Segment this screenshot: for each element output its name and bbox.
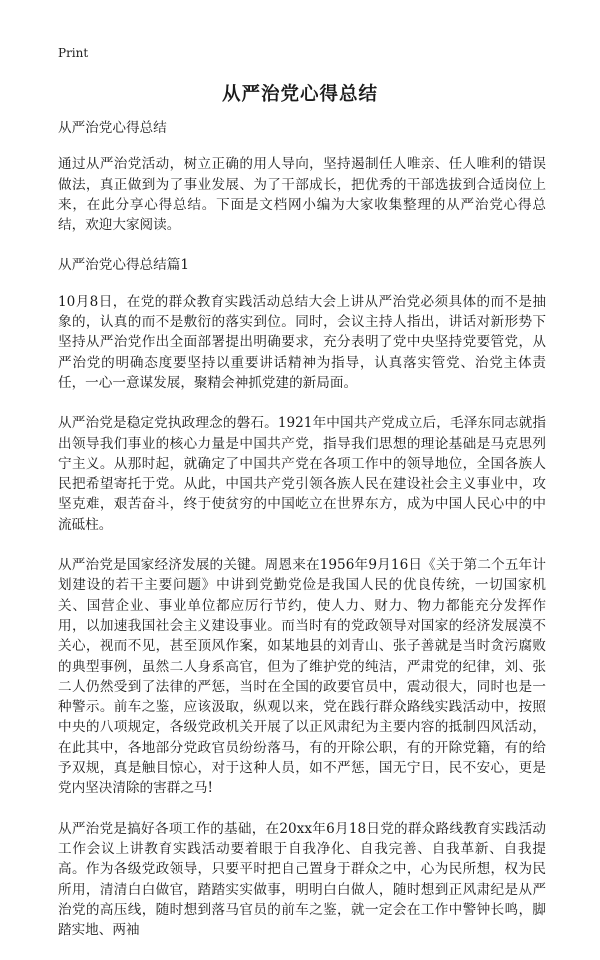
document-subtitle: 从严治党心得总结 — [58, 120, 167, 136]
body-paragraph-4: 从严治党是搞好各项工作的基础，在20xx年6月18日党的群众路线教育实践活动工作会议上讲教育实践活动要着眼于自我净化、自我完善、自我革新、自我提高。作为各级党政领导，只要平时把自己置身于群众之中，心为民所想，权为民所用，清清白白做官，踏踏实实做事，明明白白做人，随时想到正风肃纪是从严治党的高压线，随时想到落马官员的前车之鉴，就一定会在工作中警钟长鸣，脚踏实地、两袖 — [58, 820, 546, 939]
body-paragraph-1: 10月8日，在党的群众教育实践活动总结大会上讲从严治党必须具体的而不是抽象的，认真的而不是敷衍的落实到位。同时，会议主持人指出，讲话对新形势下坚持从严治党作出全面部署提出明确要求，充分表明了党中央坚持党要管党，从严治党的明确态度要坚持以重要讲话精神为指导，认真落实管党、治党主体责任，一心一意谋发展，聚精会神抓党建的新局面。 — [58, 293, 546, 391]
body-paragraph-2: 从严治党是稳定党执政理念的磐石。1921年中国共产党成立后，毛泽东同志就指出领导我们事业的核心力量是中国共产党，指导我们思想的理论基础是马克思列宁主义。从那时起，就确定了中国共产党在各项工作中的领导地位，全国各族人民把希望寄托于党。从此，中国共产党引领各族人民在建设社会主义事业中，攻坚克难，艰苦奋斗，终于使贫穷的中国屹立在世界东方，成为中国人民心中的中流砥柱。 — [58, 415, 546, 533]
document-body — [58, 118, 546, 960]
print-link[interactable]: Print — [58, 46, 89, 60]
intro-paragraph: 通过从严治党活动，树立正确的用人导向，坚持遏制任人唯亲、任人唯利的错误做法，真正做到为了事业发展、为了干部成长，把优秀的干部选拔到合适岗位上来，在此分享心得总结。下面是文档网小编为大家收集整理的从严治党心得总结，欢迎大家阅读。 — [58, 156, 546, 234]
section-heading: 从严治党心得总结篇1 — [58, 257, 189, 274]
body-paragraph-3: 从严治党是国家经济发展的关键。周恩来在1956年9月16日《关于第二个五年计划建设的若干主要问题》中讲到党勤党俭是我国人民的优良传统，一切国家机关、国营企业、事业单位都应厉行节约，使人力、财力、物力都能充分发挥作用，以加速我国社会主义建设事业。而当时有的党政领导对国家的经济发展漠不关心，视而不见，甚至顶风作案，如某地县的刘青山、张子善就是当时贪污腐败的典型事例，虽然二人身系高官，但为了维护党的纯洁，严肃党的纪律，刘、张二人仍然受到了法律的严惩，当时在全国的政要官员中，震动很大，同时也是一种警示。前车之鉴，应该汲取，纵观以来，党在践行群众路线实践活动中，按照中央的八项规定，各级党政机关开展了以正风肃纪为主要内容的抵制四风活动，在此其中，各地部分党政官员纷纷落马，有的开除公职，有的开除党籍，有的给予双规，真是触目惊心，对于这种人员，如不严惩，国无宁日，民不安心，更是党内坚决清除的害群之马! — [58, 557, 546, 797]
document-title: 从严治党心得总结 — [221, 84, 378, 105]
